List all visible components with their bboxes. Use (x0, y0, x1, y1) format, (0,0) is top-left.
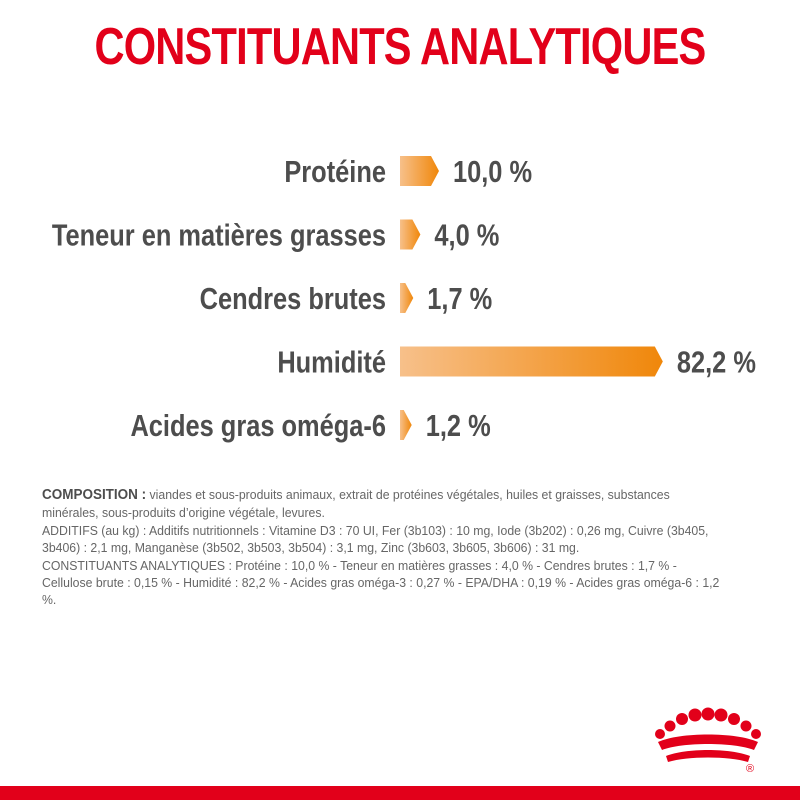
page-title: CONSTITUANTS ANALYTIQUES (94, 18, 706, 76)
bar (400, 410, 412, 440)
bar (400, 156, 439, 186)
royal-canin-crown-icon (650, 704, 770, 778)
category-label: Cendres brutes (199, 281, 386, 317)
value-label: 1,7 % (427, 281, 493, 317)
value-label: 82,2 % (676, 345, 756, 381)
nutrient-bar-chart (0, 140, 800, 460)
composition-text: viandes et sous-produits animaux, extrait de protéines végétales, huiles et graisses, substances minérales, sous-produits d’origine végétale, levures. (42, 487, 670, 521)
bar (400, 347, 663, 377)
composition-block (42, 486, 721, 609)
composition-paragraph (42, 486, 721, 522)
additifs-text: ADDITIFS (au kg) : Additifs nutritionnels : Vitamine D3 : 70 UI, Fer (3b103) : 10 mg, Iode (3b202) : 0,26 mg, Cuivre (3b405, 3b406) : 2,1 mg, Manganèse (3b502, 3b503, 3b504) : 3,1 mg, Zinc (3b603, 3b605, 3b606) : 31 mg. (42, 522, 709, 556)
value-label: 10,0 % (453, 154, 533, 190)
bar (400, 220, 420, 250)
value-label: 4,0 % (434, 218, 500, 254)
bar (400, 283, 413, 313)
composition-label: COMPOSITION : (42, 487, 147, 503)
constituants-text: CONSTITUANTS ANALYTIQUES : Protéine : 10,0 % - Teneur en matières grasses : 4,0 % - Cendres brutes : 1,7 % - Cellulose brute : 0,15 % - Humidité : 82,2 % - Acides gras oméga-3 : 0,27 % - EPA/DHA : 0,19 % - Acides gras oméga-6 : 1,2 %. (42, 557, 720, 608)
value-label: 1,2 % (425, 408, 491, 444)
category-label: Acides gras oméga-6 (130, 408, 386, 444)
category-label: Teneur en matières grasses (51, 218, 386, 254)
category-label: Humidité (277, 345, 386, 381)
category-label: Protéine (284, 154, 386, 190)
bottom-brand-bar (0, 786, 800, 800)
registered-mark: ® (746, 763, 755, 775)
